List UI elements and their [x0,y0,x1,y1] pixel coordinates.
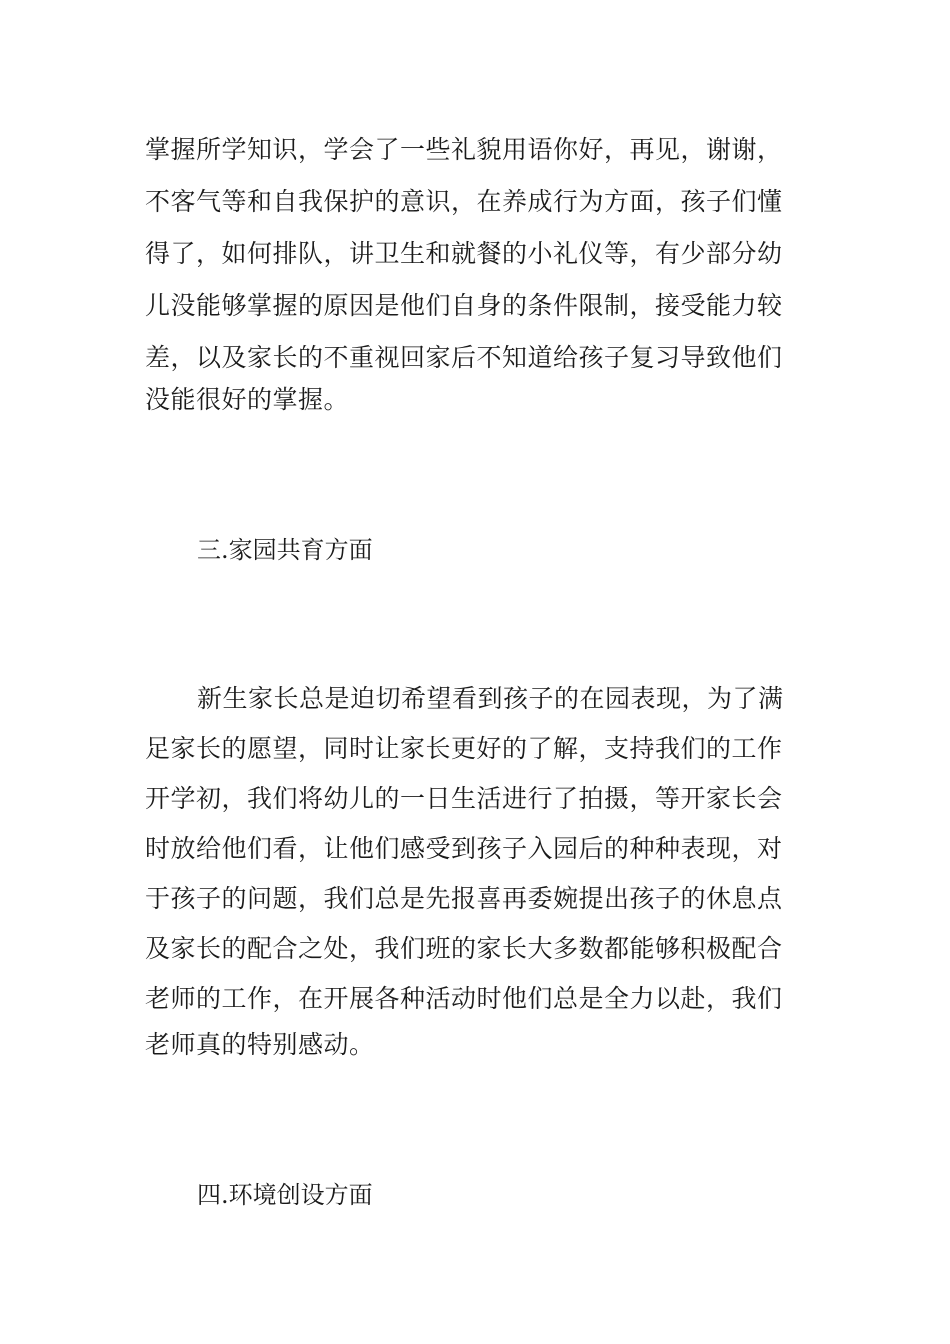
paragraph-line: 儿没能够掌握的原因是他们自身的条件限制，接受能力较 [145,291,783,320]
section-heading-3: 三.家园共育方面 [197,536,373,564]
section-heading-4: 四.环境创设方面 [197,1181,373,1209]
paragraph-line: 时放给他们看，让他们感受到孩子入园后的种种表现，对 [145,834,783,863]
paragraph-line: 新生家长总是迫切希望看到孩子的在园表现，为了满 [197,684,784,713]
paragraph-line: 老师的工作，在开展各种活动时他们总是全力以赴，我们 [145,984,783,1013]
paragraph-line: 老师真的特别感动。 [145,1030,375,1059]
paragraph-line: 开学初，我们将幼儿的一日生活进行了拍摄，等开家长会 [145,784,783,813]
paragraph-line: 差，以及家长的不重视回家后不知道给孩子复习导致他们 [145,343,783,372]
paragraph-line: 及家长的配合之处，我们班的家长大多数都能够积极配合 [145,934,783,963]
paragraph-line: 掌握所学知识，学会了一些礼貌用语你好，再见，谢谢， [145,135,783,164]
paragraph-line: 得了，如何排队，讲卫生和就餐的小礼仪等，有少部分幼 [145,239,783,268]
paragraph-line: 于孩子的问题，我们总是先报喜再委婉提出孩子的休息点 [145,884,783,913]
paragraph-line: 没能很好的掌握。 [145,385,350,414]
paragraph-line: 不客气等和自我保护的意识，在养成行为方面，孩子们懂 [145,187,783,216]
paragraph-line: 足家长的愿望，同时让家长更好的了解，支持我们的工作 [145,734,783,763]
